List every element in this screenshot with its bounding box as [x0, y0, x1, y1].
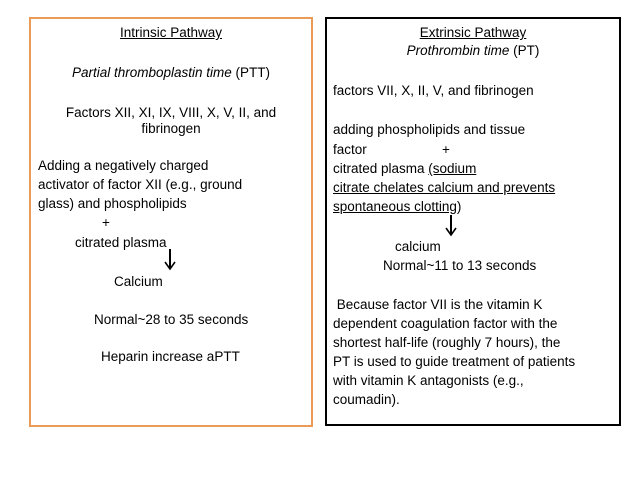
extrinsic-because-line1: Because factor VII is the vitamin K: [333, 297, 543, 312]
extrinsic-citrated-prefix: citrated plasma: [333, 161, 429, 176]
intrinsic-calcium: Calcium: [114, 274, 163, 289]
extrinsic-because-line4: PT is used to guide treatment of patients: [333, 354, 576, 369]
extrinsic-citrated-line: [333, 159, 476, 178]
intrinsic-adding-line3: glass) and phospholipids: [38, 196, 187, 211]
extrinsic-test-abbr: (PT): [513, 43, 540, 58]
extrinsic-calcium: calcium: [395, 239, 441, 254]
extrinsic-because-line6: coumadin).: [333, 392, 400, 407]
extrinsic-down-arrow-icon: [444, 214, 458, 238]
intrinsic-adding-line1: Adding a negatively charged: [38, 158, 209, 173]
extrinsic-chelates-line: citrate chelates calcium and prevents: [333, 180, 556, 195]
extrinsic-adding-line1: adding phospholipids and tissue: [333, 122, 526, 137]
extrinsic-spontaneous-underlined: spontaneous clotting: [333, 199, 457, 214]
intrinsic-factors-line2: fibrinogen: [141, 121, 201, 136]
intrinsic-down-arrow-icon: [163, 248, 177, 272]
extrinsic-heading: Extrinsic Pathway: [419, 25, 527, 40]
intrinsic-normal: Normal~28 to 35 seconds: [94, 312, 249, 327]
intrinsic-test-name: Partial thromboplastin time: [71, 65, 232, 80]
extrinsic-spontaneous-line: [333, 197, 461, 216]
intrinsic-heading: Intrinsic Pathway: [119, 25, 223, 40]
extrinsic-normal: Normal~11 to 13 seconds: [383, 258, 537, 273]
intrinsic-factors-line1: Factors XII, XI, IX, VIII, X, V, II, and: [65, 105, 277, 120]
extrinsic-test-line: [325, 41, 621, 60]
intrinsic-test-abbr: (PTT): [235, 65, 271, 80]
extrinsic-because-line5: with vitamin K antagonists (e.g.,: [333, 373, 524, 388]
intrinsic-heparin: Heparin increase aPTT: [101, 349, 240, 364]
extrinsic-because-line2: dependent coagulation factor with the: [333, 316, 558, 331]
extrinsic-because-line3: shortest half-life (roughly 7 hours), the: [333, 335, 561, 350]
extrinsic-test-name: Prothrombin time: [406, 43, 510, 58]
intrinsic-citrated: citrated plasma: [75, 235, 167, 250]
extrinsic-plus: +: [442, 142, 450, 157]
extrinsic-citrated-underlined: (sodium: [428, 161, 477, 176]
intrinsic-test-line: [29, 63, 313, 82]
extrinsic-factor-word: factor: [333, 142, 367, 157]
intrinsic-adding-line2: activator of factor XII (e.g., ground: [38, 177, 243, 192]
extrinsic-spontaneous-close: ): [456, 199, 462, 214]
intrinsic-plus: +: [102, 215, 110, 230]
extrinsic-factors: factors VII, X, II, V, and fibrinogen: [333, 83, 534, 98]
